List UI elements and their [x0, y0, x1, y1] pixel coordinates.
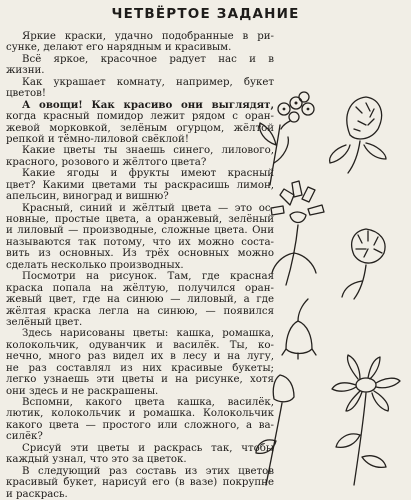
text-line: сунке, делают его нарядным и красивым.: [6, 42, 232, 54]
text-line: когда красный помидор лежит рядом с оран-: [6, 111, 274, 123]
text-line: жизни.: [6, 65, 45, 77]
text-line: Яркие краски, удачно подобранные в ри-: [22, 31, 274, 42]
text-line: не раз составлял из них красивые букеты;: [6, 362, 274, 374]
text-line: В следующий раз составь из этих цветов: [22, 465, 274, 477]
text-line: цветов!: [6, 88, 46, 100]
text-line: красивый букет, нарисуй его (в вазе) покрупне: [6, 477, 274, 489]
text-line: колокольчик, одуванчик и василёк. Ты, ко-: [6, 339, 274, 351]
text-line: Как украшает комнату, например, букет: [22, 76, 274, 88]
forget-me-not-flower-icon: [260, 92, 314, 185]
text-line: сделать несколько производных.: [6, 259, 184, 271]
carnation-flower-icon: [342, 229, 385, 299]
text-line: каждый узнал, что это за цветок.: [6, 454, 187, 466]
text-line: Красный, синий и жёлтый цвета — это ос-: [22, 202, 274, 214]
text-line: жевый цвет, где на синюю — лиловый, а где: [6, 294, 274, 306]
text-line: лютик, колокольчик и ромашка. Колокольчик: [6, 408, 274, 420]
page-title: ЧЕТВЁРТОЕ ЗАДАНИЕ: [111, 6, 300, 22]
flower-illustrations: [250, 85, 411, 500]
text-line: они здесь и не раскрашены.: [6, 385, 159, 397]
bellflower-icon: [256, 299, 316, 485]
text-line: Здесь нарисованы цветы: кашка, ромашка,: [22, 328, 274, 340]
text-line: жевой морковкой, зелёным огурцом, жёлтой: [6, 122, 274, 134]
text-line: красного, розового и жёлтого цвета?: [6, 156, 207, 168]
text-line: А овощи! Как красиво они выглядят,: [22, 99, 274, 111]
text-line: Посмотри на рисунок. Там, где красная: [22, 271, 274, 283]
text-line: вить из основных. Из трёх основных можно: [6, 248, 274, 260]
text-line: Какие ягоды и фрукты имеют красный: [22, 168, 274, 180]
text-line: репкой и тёмно-лиловой свёклой!: [6, 133, 189, 145]
text-line: легко узнаешь эти цветы и на рисунке, хотя: [6, 374, 274, 386]
chamomile-flower-icon: [332, 355, 400, 485]
text-line: новные, простые цвета, а оранжевый, зелёный: [6, 214, 274, 225]
text-line: зелёный цвет.: [6, 316, 83, 328]
text-line: Вспомни, какого цвета кашка, василёк,: [22, 397, 274, 408]
cornflower-icon: [271, 181, 324, 285]
text-line: называются так потому, что их можно соста-: [6, 236, 274, 248]
text-line: и лиловый — производные, сложные цвета. Они: [6, 225, 274, 237]
clover-flower-icon: [330, 97, 386, 173]
text-line: краска попала на жёлтую, получился оран-: [6, 282, 274, 294]
text-line: Срисуй эти цветы и раскрась так, чтобы: [22, 442, 274, 454]
text-line: жёлтая краска легла на синюю, — появился: [6, 305, 274, 317]
text-line: Всё яркое, красочное радует нас и в: [22, 53, 274, 65]
text-line: апельсин, виноград и вишню?: [6, 191, 169, 203]
text-line: и раскрась.: [6, 488, 68, 500]
text-line: силёк?: [6, 431, 43, 443]
text-line: нечно, много раз видел их в лесу и на лугу,: [6, 351, 274, 363]
text-line: Какие цветы ты знаешь синего, лилового,: [22, 145, 274, 157]
text-line: цвет? Какими цветами ты раскрасишь лимон,: [6, 179, 274, 191]
text-line: какого цвета — простого или сложного, а ва-: [6, 419, 274, 431]
body-text: [6, 31, 274, 500]
